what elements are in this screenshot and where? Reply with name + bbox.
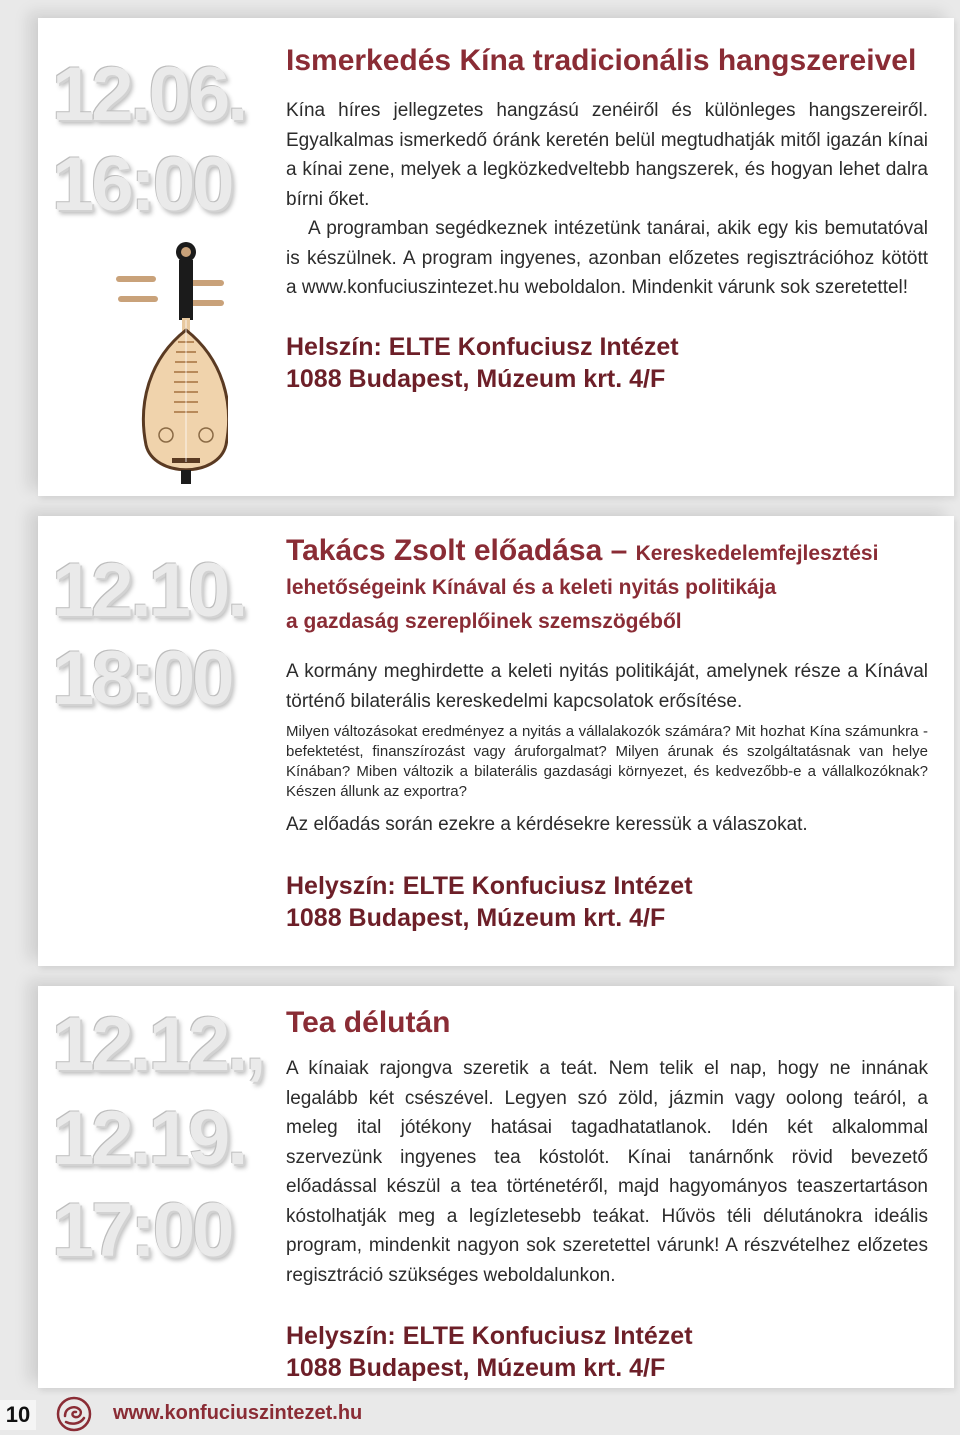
event-description: A kormány meghirdette a keleti nyitás politikáját, amelynek része a Kínával történő bilaterális kereskedelmi kapcsolatok erősítése.	[286, 661, 928, 712]
pipa-instrument-illustration	[108, 230, 228, 495]
event-questions: Milyen változásokat eredményez a nyitás a vállalakozók számára? Mit hozhat Kína számunkra - befektetést, finanszírozást vagy áruforgalmat? Milyen árunak és szolgáltatásnak van helye Kínában? Miben változik a bilaterális gazdasági környezet, és kedvezőbb-e a vállalkozóknak? Készen állunk az exportra?	[286, 723, 928, 800]
event-address: 1088 Budapest, Múzeum krt. 4/F	[286, 903, 666, 932]
event-card-lecture	[38, 516, 954, 966]
event-description-details: A programban segédkeznek intézetünk tanárai, akik egy kis bemutatóval is készülnek. A program ingyenes, azonban előzetes regisztrációhoz kötött a www.konfuciuszintezet.hu weboldalon. Mindenkit várunk sok szeretettel!	[286, 218, 928, 298]
event-time: 17:00	[52, 1188, 232, 1273]
event-time: 16:00	[52, 142, 232, 227]
event-card-tea-afternoon	[38, 986, 954, 1388]
event-closing-text: Az előadás során ezekre a kérdésekre keressük a válaszokat.	[286, 814, 808, 835]
event-address: 1088 Budapest, Múzeum krt. 4/F	[286, 1354, 666, 1382]
event-description: A kínaiak rajongva szeretik a teát. Nem telik el nap, hogy ne innának legalább két csészével. Legyen szó zöld, jázmin vagy oolong teáról, a meleg ital jótékony hatásai tagadhatatlanok. Idén két alkalommal szervezünk ingyenes tea kóstolót. Kínai tanárnőnk rövid bevezető előadással készül a tea történetéről, majd hagyományos teaszertartáson kóstolhatják meg a legízletesebb teákat. Hűvös téli délutánokra ideális program, mindenkit nagyon sok szeretettel várunk! A részvételhez előzetes regisztráció szükséges weboldalunkon.	[286, 1058, 928, 1286]
event-address: 1088 Budapest, Múzeum krt. 4/F	[286, 364, 666, 393]
footer-website-link[interactable]: www.konfuciuszintezet.hu	[113, 1402, 363, 1424]
event-title	[286, 534, 928, 571]
event-card-traditional-instruments	[38, 18, 954, 496]
event-subtitle-line2: a gazdaság szereplőinek szemszögéből	[286, 610, 682, 633]
page-number: 10	[0, 1400, 36, 1430]
event-date: 12.06.	[52, 52, 246, 137]
event-date-second: 12.19.	[52, 1096, 246, 1181]
event-title-main: Takács Zsolt előadása –	[286, 534, 628, 567]
event-venue: Helszín: ELTE Konfuciusz Intézet	[286, 332, 679, 361]
event-title: Ismerkedés Kína tradicionális hangszereivel	[286, 44, 917, 77]
event-date: 12.10.	[52, 548, 246, 633]
event-subtitle-line1: lehetőségeink Kínával és a keleti nyitás politikája	[286, 576, 777, 599]
event-time: 18:00	[52, 636, 232, 721]
event-title: Tea délután	[286, 1006, 451, 1039]
event-venue: Helyszín: ELTE Konfuciusz Intézet	[286, 871, 693, 900]
event-date-first: 12.12.,	[52, 1002, 264, 1087]
confucius-institute-logo-icon	[56, 1396, 92, 1432]
event-venue: Helyszín: ELTE Konfuciusz Intézet	[286, 1322, 693, 1350]
event-title-sub: Kereskedelemfejlesztési	[635, 542, 879, 565]
event-description: Kína híres jellegzetes hangzású zenéiről és különleges hangszereiről. Egyalkalmas ismerkedő óránk keretén belül megtudhatják mitől igazán kínai a kínai zene, melyek a legközkedveltebb hangszerek, és hogyan lehet dalra bírni őket.	[286, 100, 928, 210]
